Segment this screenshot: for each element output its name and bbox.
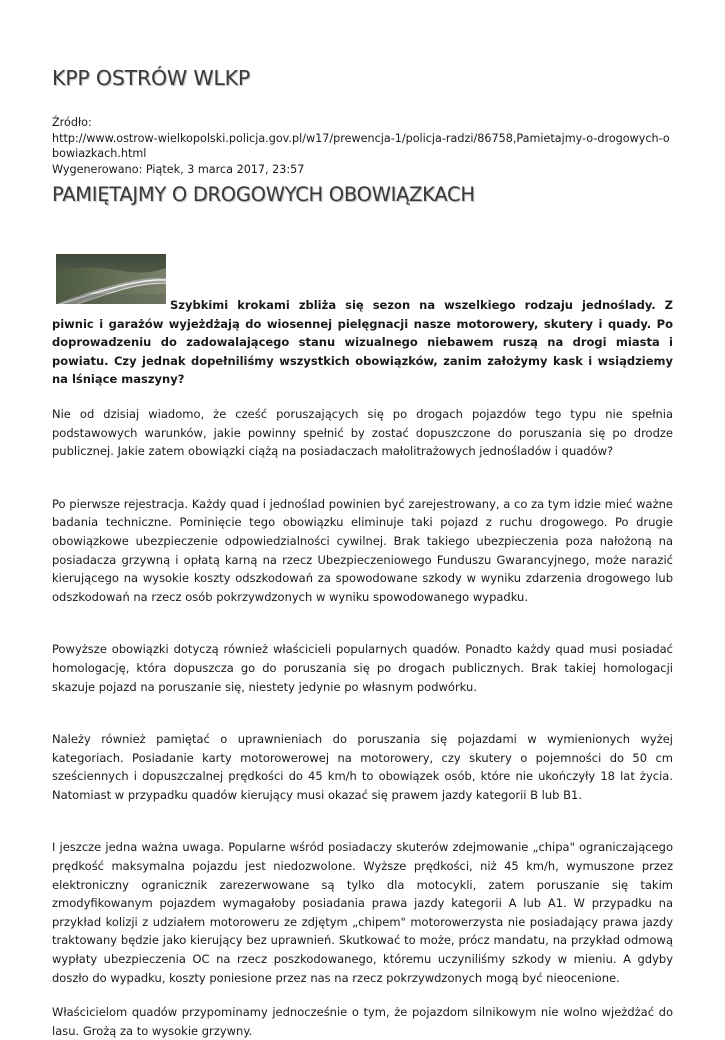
paragraph: Po pierwsze rejestracja. Każdy quad i jednoślad powinien być zarejestrowany, a co za tym idzie mieć ważne badania techniczne. Pominięcie tego obowiązku eliminuje taki pojazd z ruchu drogowego. Po drugie obowiązkowe ubezpieczenie odpowiedzialności cywilnej. Brak takiego ubezpieczenia poza nałożoną na posiadacza grzywną i opłatą karną na rzecz Ubezpieczeniowego Funduszu Gwarancyjnego, może narazić kierującego na wysokie koszty odszkodowań za spowodowane szkody w wyniku zdarzenia drogowego lub odszkodowań na rzecz osób pokrzywdzonych w wyniku spowodowanego wypadku. <box>52 496 673 604</box>
source-label: Źródło: <box>52 116 92 129</box>
lead-paragraph <box>52 296 673 389</box>
generated-timestamp: Wygenerowano: Piątek, 3 marca 2017, 23:57 <box>52 162 305 176</box>
paragraph: Powyższe obowiązki dotyczą również właścicieli popularnych quadów. Ponadto każdy quad musi posiadać homologację, która dopuszcza go do poruszania się po drogach publicznych. Brak takiej homologacji skazuje pojazd na poruszanie się, niestety jedynie po własnym podwórku. <box>52 642 673 694</box>
article-title: PAMIĘTAJMY O DROGOWYCH OBOWIĄZKACH <box>52 183 475 206</box>
paragraph: Nie od dzisiaj wiadomo, że cześć poruszających się po drogach pojazdów tego typu nie spełnia podstawowych warunków, jakie powinny spełnić by zostać dopuszczone do poruszania się po drodze publicznej. Jakie zatem obowiązki ciążą na posiadaczach małolitrażowych jednośladów i quadów? <box>52 406 673 459</box>
paragraph: Właścicielom quadów przypominamy jednocześnie o tym, że pojazdom silnikowym nie wolno wjeżdżać do lasu. Grożą za to wysokie grzywny. <box>52 1005 673 1038</box>
article-body <box>52 296 673 1040</box>
source-meta <box>52 115 673 177</box>
paragraph: Należy również pamiętać o uprawnieniach do poruszania się pojazdami w wymienionych wyżej kategoriach. Posiadanie karty motorowerowej na motorowery, czy skutery o pojemności do 50 cm sześciennych i dopuszczalnej prędkości do 45 km/h to obowiązek osób, które nie ukończyły 18 lat życia. Natomiast w przypadku quadów kierujący musi okazać się prawem jazdy kategorii B lub B1. <box>52 732 673 802</box>
lead-text: Szybkimi krokami zbliża się sezon na wszelkiego rodzaju jednoślady. Z piwnic i garażów wyjeżdżają do wiosennej pielęgnacji nasze motorowery, skutery i quady. Po doprowadzeniu do zadowalającego stanu wizualnego niebawem ruszą na drogi miasta i powiatu. Czy jednak dopełniliśmy wszystkich obowiązków, zanim założymy kask i wsiądziemy na lśniące maszyny? <box>52 298 673 387</box>
source-url: http://www.ostrow-wielkopolski.policja.gov.pl/w17/prewencja-1/policja-radzi/86758,Pamietajmy-o-drogowych-obowiazkach.html <box>52 131 670 160</box>
site-title: KPP OSTRÓW WLKP <box>52 66 251 90</box>
paragraph: I jeszcze jedna ważna uwaga. Popularne wśród posiadaczy skuterów zdejmowanie „chipa" ograniczającego prędkość maksymalna pojazdu jest niedozwolone. Wyższe prędkości, niż 45 km/h, wymuszone przez elektroniczny ogranicznik zarezerwowane są tylko dla motocykli, zatem poruszanie się takim zmodyfikowanym pojazdem wymagałoby posiadania prawa jazdy kategorii A lub A1. W przypadku na przykład kolizji z udziałem motoroweru ze zdjętym „chipem" motorowerzysta nie posiadający prawa jazdy traktowany będzie jako kierujący bez uprawnień. Skutkować to może, prócz mandatu, na przykład odmową wypłaty ubezpieczenia OC na rzecz poszkodowanego, któremu uczyniliśmy szkody w mieniu. A gdyby doszło do wypadku, koszty poniesione przez nas na rzecz pokrzywdzonych mogą być nieocenione. <box>52 840 673 985</box>
